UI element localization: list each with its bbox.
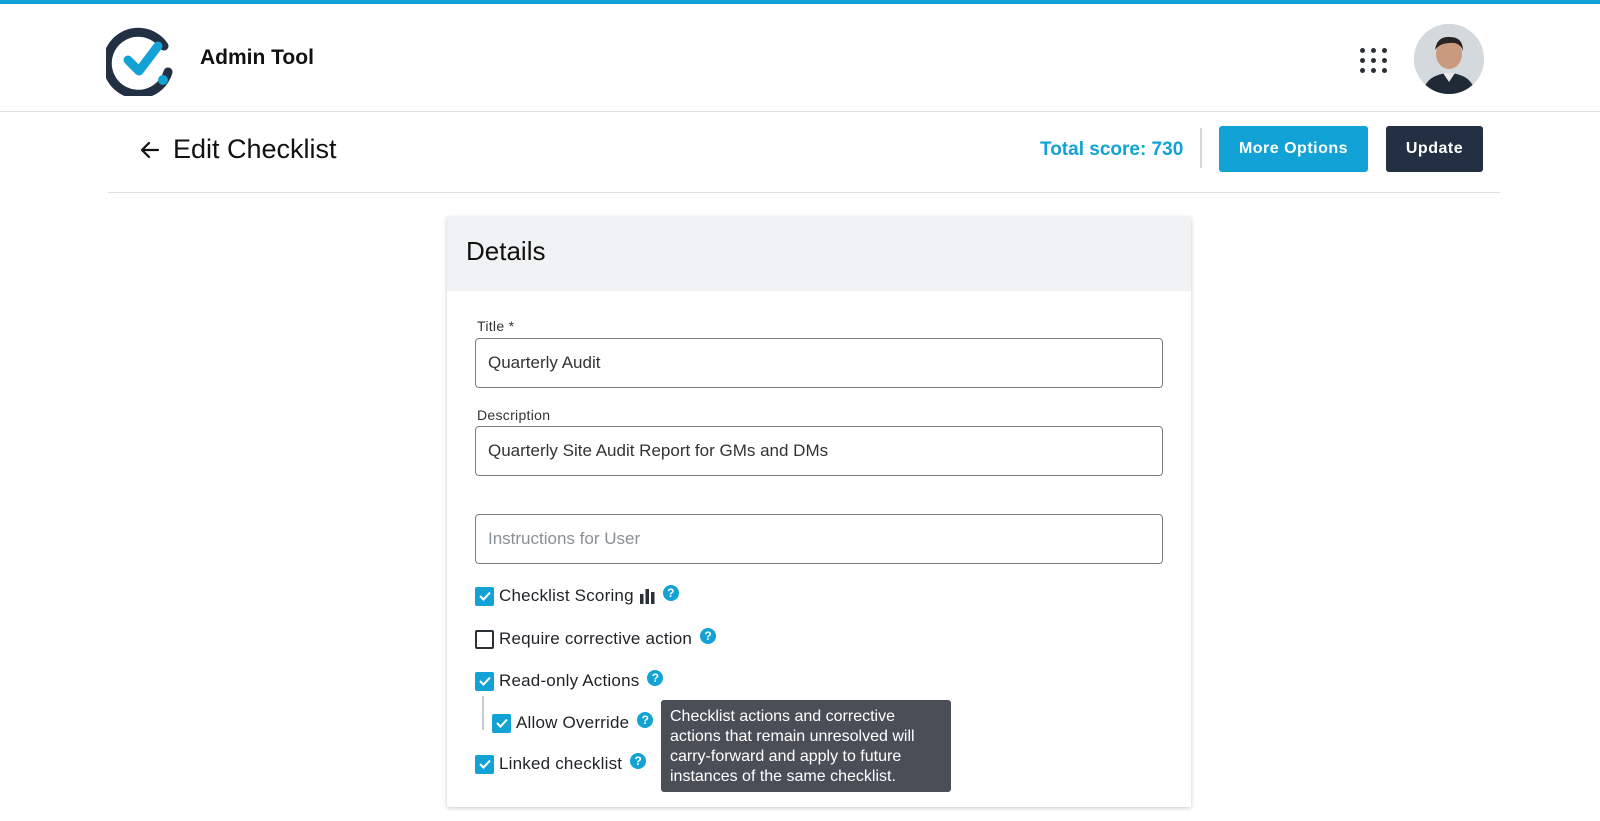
- title-input[interactable]: [475, 338, 1163, 388]
- read-only-actions-label: Read-only Actions: [499, 671, 640, 690]
- checklist-scoring-checkbox[interactable]: [475, 587, 494, 606]
- arrow-left-icon[interactable]: [138, 138, 162, 162]
- option-allow-override: [492, 713, 653, 733]
- require-corrective-action-checkbox[interactable]: [475, 630, 494, 649]
- details-card-header: [447, 217, 1191, 291]
- checklist-scoring-help-icon[interactable]: ?: [663, 585, 679, 601]
- apps-grid-icon[interactable]: [1360, 48, 1388, 76]
- instructions-input[interactable]: [475, 514, 1163, 564]
- description-label: Description: [477, 407, 551, 423]
- toolbar-divider: [1200, 128, 1202, 168]
- linked-checklist-label: Linked checklist: [499, 754, 623, 773]
- checklist-scoring-label: Checklist Scoring: [499, 586, 634, 605]
- page-toolbar: [108, 112, 1500, 193]
- tooltip-line: instances of the same checklist.: [670, 768, 896, 785]
- linked-checklist-checkbox[interactable]: [475, 755, 494, 774]
- read-only-actions-checkbox[interactable]: [475, 672, 494, 691]
- page-title: Edit Checklist: [173, 134, 337, 164]
- require-corrective-action-label: Require corrective action: [499, 629, 693, 648]
- app-header: [0, 4, 1600, 112]
- help-tooltip: [661, 700, 951, 792]
- linked-checklist-help-icon[interactable]: ?: [630, 753, 646, 769]
- update-button[interactable]: Update: [1386, 126, 1483, 172]
- option-linked-checklist: [475, 754, 646, 774]
- check-circle-logo-icon[interactable]: [106, 24, 178, 96]
- title-label: Title *: [477, 318, 515, 334]
- user-avatar[interactable]: [1414, 24, 1484, 94]
- more-options-button[interactable]: More Options: [1219, 126, 1368, 172]
- bar-chart-icon: [640, 589, 655, 604]
- option-require-corrective-action: [475, 629, 716, 649]
- require-corrective-action-help-icon[interactable]: ?: [700, 628, 716, 644]
- option-read-only-actions: [475, 671, 663, 691]
- tooltip-line: carry-forward and apply to future: [670, 748, 902, 765]
- total-score: Total score: 730: [1040, 139, 1184, 160]
- option-checklist-scoring: [475, 586, 679, 606]
- allow-override-help-icon[interactable]: ?: [637, 712, 653, 728]
- details-heading: Details: [466, 236, 546, 266]
- allow-override-label: Allow Override: [516, 713, 630, 732]
- read-only-actions-help-icon[interactable]: ?: [647, 670, 663, 686]
- description-input[interactable]: [475, 426, 1163, 476]
- nested-option-line: [482, 696, 484, 730]
- allow-override-checkbox[interactable]: [492, 714, 511, 733]
- app-title: Admin Tool: [200, 46, 314, 69]
- tooltip-line: Checklist actions and corrective: [670, 708, 895, 725]
- tooltip-line: actions that remain unresolved will: [670, 728, 915, 745]
